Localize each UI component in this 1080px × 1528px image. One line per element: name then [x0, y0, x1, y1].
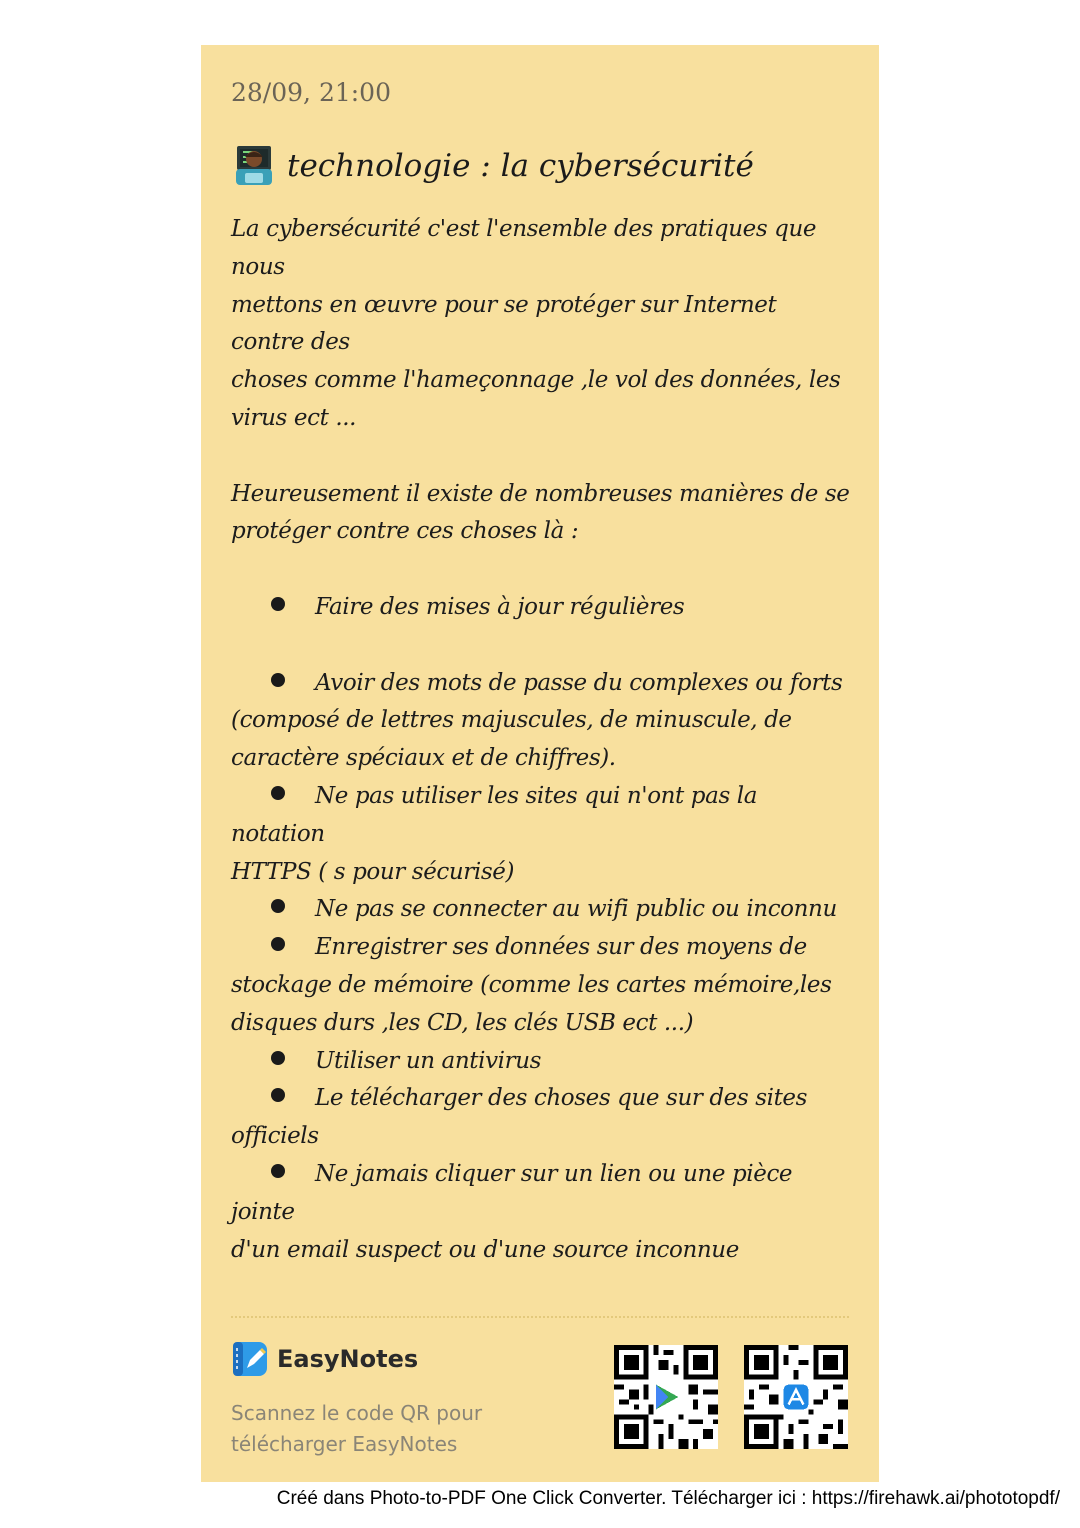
list-item	[231, 1156, 853, 1232]
intro-line: virus ect ...	[231, 404, 357, 431]
lead-line: Heureusement il existe de nombreuses manières de se	[231, 480, 850, 507]
scan-instructions	[231, 1398, 561, 1460]
list-item	[231, 891, 853, 929]
list-item-text: Ne pas utiliser les sites qui n'ont pas la notation	[231, 782, 758, 847]
list-item-text: Faire des mises à jour régulières	[315, 593, 685, 620]
scan-line: Scannez le code QR pour	[231, 1401, 483, 1425]
list-item-continuation: caractère spéciaux et de chiffres).	[231, 745, 616, 772]
list-item	[231, 929, 853, 967]
list-item	[231, 665, 853, 703]
intro-line: choses comme l'hameçonnage ,le vol des données, les	[231, 367, 841, 394]
bullet-icon	[271, 899, 285, 913]
list-item-text: Enregistrer ses données sur des moyens de	[315, 934, 807, 961]
list-item	[231, 1080, 853, 1156]
list-item-continuation: d'un email suspect ou d'une source inconnue	[231, 1236, 739, 1263]
list-item-text: Utiliser un antivirus	[315, 1047, 542, 1074]
scan-line: télécharger EasyNotes	[231, 1432, 458, 1456]
spacer	[231, 438, 853, 476]
list-item-text: Ne pas se connecter au wifi public ou inconnu	[315, 896, 837, 923]
list-item-continuation: disques durs ,les CD, les clés USB ect ...)	[231, 1009, 694, 1036]
lead-line: protéger contre ces choses là :	[231, 518, 579, 545]
list-item-text: Le télécharger des choses que sur des sites officiels	[231, 1085, 808, 1150]
technologist-emoji-icon	[231, 143, 277, 189]
bullet-icon	[271, 1164, 285, 1178]
intro-line: La cybersécurité c'est l'ensemble des pratiques que nous	[231, 216, 817, 280]
bullet-icon	[271, 597, 285, 611]
note-title-text: technologie : la cybersécurité	[287, 148, 754, 184]
list-item-text: Avoir des mots de passe du complexes ou forts	[315, 669, 843, 696]
easynotes-logo-icon	[231, 1340, 269, 1378]
google-play-qr-icon[interactable]	[614, 1345, 718, 1449]
bullet-icon	[271, 1051, 285, 1065]
list-item-continuation: stockage de mémoire (comme les cartes mémoire,les	[231, 971, 832, 998]
bullet-icon	[271, 1088, 285, 1102]
brand	[231, 1340, 418, 1378]
bullet-icon	[271, 673, 285, 687]
list-item-continuation: (composé de lettres majuscules, de minuscule, de	[231, 707, 792, 734]
footer-divider	[231, 1316, 849, 1318]
spacer	[231, 627, 853, 665]
list-item-text: Ne jamais cliquer sur un lien ou une pièce jointe	[231, 1160, 793, 1225]
note-date: 28/09, 21:00	[231, 78, 391, 107]
brand-name: EasyNotes	[277, 1345, 419, 1373]
list-item-continuation: HTTPS ( s pour sécurisé)	[231, 858, 515, 885]
list-item	[231, 589, 853, 627]
footer-credit: Créé dans Photo-to-PDF One Click Converter. Télécharger ici : https://firehawk.ai/phototopdf/	[276, 1488, 1060, 1509]
app-store-qr-icon[interactable]	[744, 1345, 848, 1449]
note-body	[231, 211, 853, 1269]
note-card	[201, 45, 879, 1482]
list-item	[231, 1043, 853, 1081]
intro-line: mettons en œuvre pour se protéger sur Internet contre des	[231, 291, 777, 356]
spacer	[231, 551, 853, 589]
bullet-icon	[271, 937, 285, 951]
list-item	[231, 778, 853, 854]
bullet-icon	[271, 786, 285, 800]
note-title	[231, 143, 754, 189]
